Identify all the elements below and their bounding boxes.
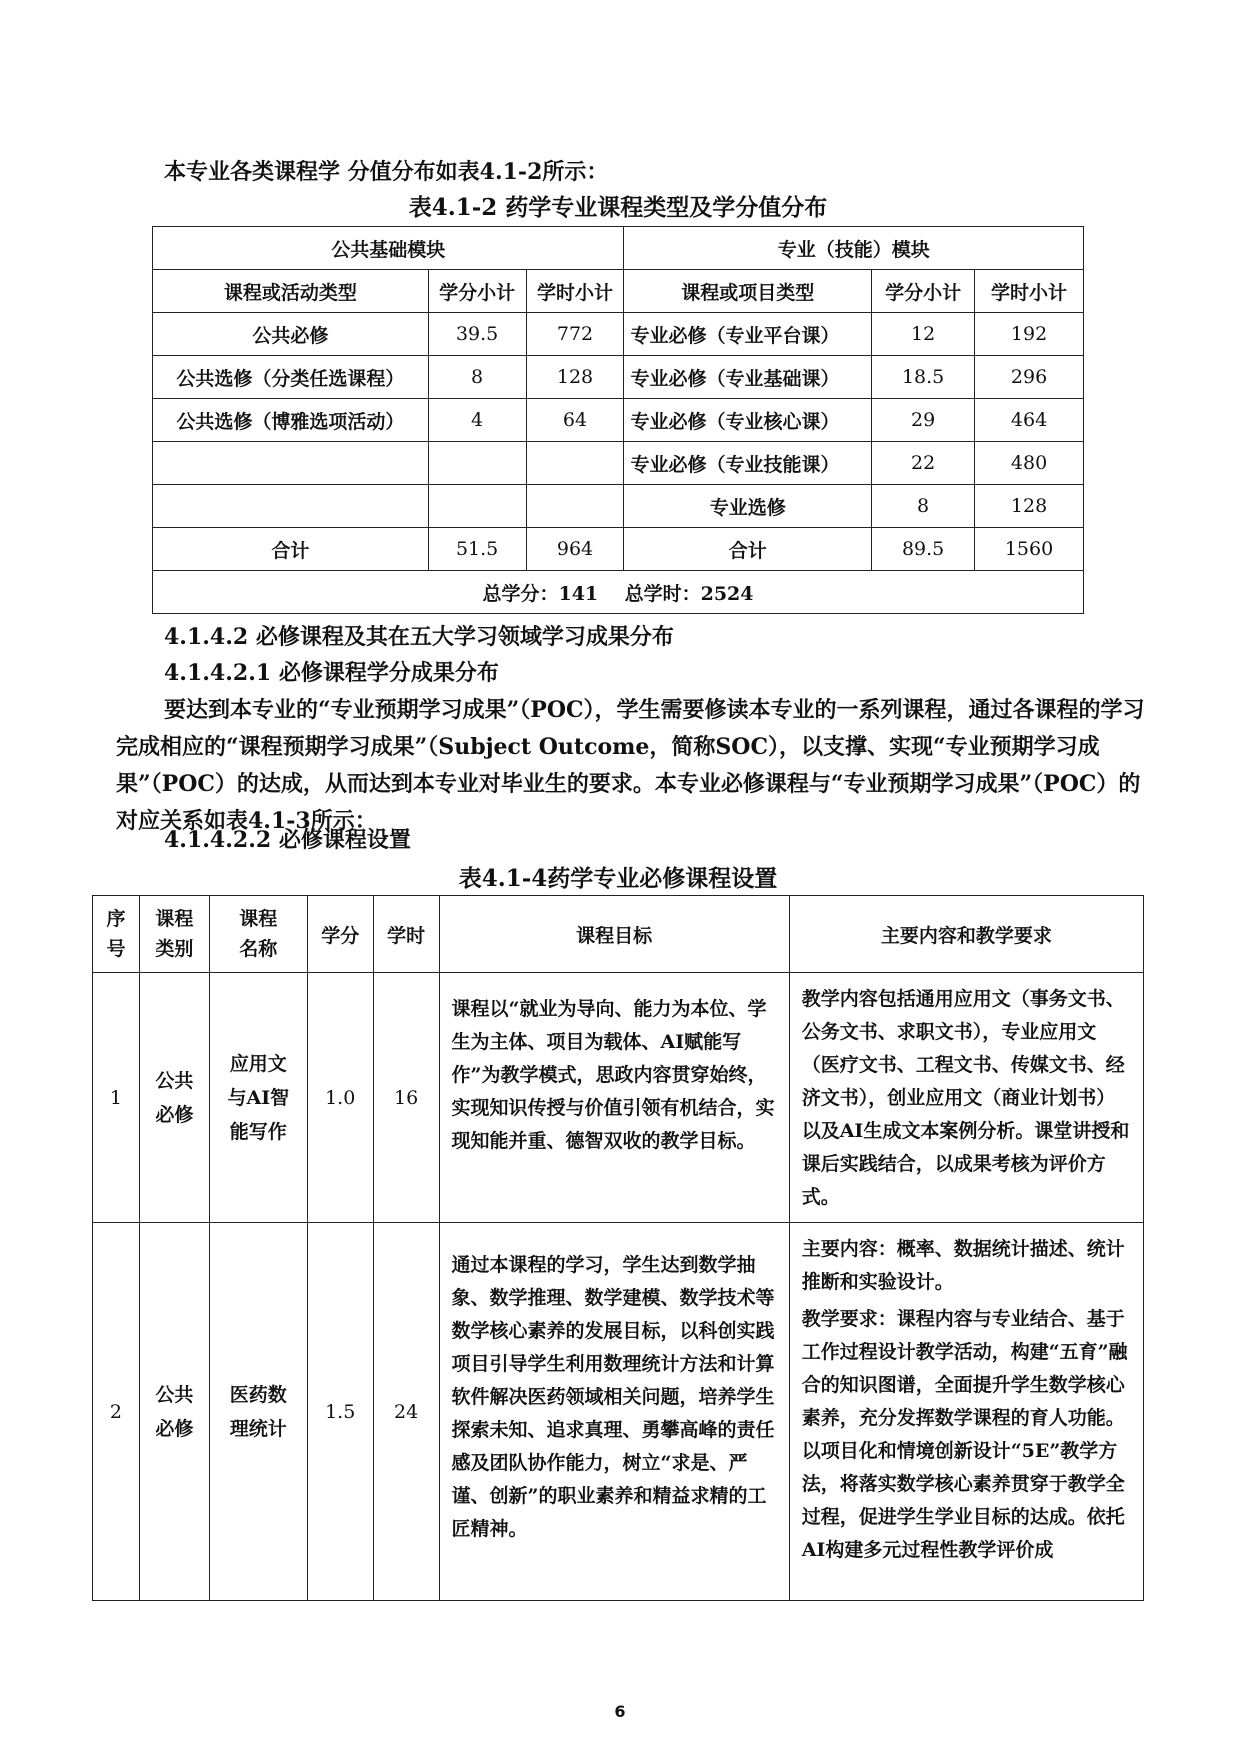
table-cell <box>428 442 526 485</box>
table-cell: 4 <box>428 399 526 442</box>
table-cell: 1 <box>93 973 140 1223</box>
table-row <box>93 1223 1144 1601</box>
table-row <box>153 399 1084 442</box>
table-cell: 22 <box>872 442 975 485</box>
table-cell: 964 <box>526 528 624 571</box>
table-cell <box>526 442 624 485</box>
table-cell: 公共必修 <box>153 313 429 356</box>
table-cell: 128 <box>975 485 1084 528</box>
page-number: 6 <box>614 1702 626 1721</box>
table-cell: 2 <box>93 1223 140 1601</box>
column-header: 学分 <box>307 896 373 973</box>
column-header: 课程名称 <box>209 896 307 973</box>
table-cell: 464 <box>975 399 1084 442</box>
table-cell: 192 <box>975 313 1084 356</box>
module-header-public: 公共基础模块 <box>153 227 624 270</box>
table-cell: 合计 <box>153 528 429 571</box>
required-course-table <box>92 895 1144 1601</box>
table-row <box>153 442 1084 485</box>
table-row <box>153 528 1084 571</box>
intro-text: 本专业各类课程学 分值分布如表4.1-2所示： <box>164 159 609 185</box>
table-cell: 16 <box>373 973 439 1223</box>
table-row <box>153 485 1084 528</box>
section-heading-4-1-4-2-2: 4.1.4.2.2 必修课程设置 <box>164 827 411 853</box>
table-cell: 1560 <box>975 528 1084 571</box>
column-header: 课程或活动类型 <box>153 270 429 313</box>
column-header: 序号 <box>93 896 140 973</box>
table-cell: 公共选修（博雅选项活动） <box>153 399 429 442</box>
total-row: 总学分：141 总学时：2524 <box>153 571 1084 614</box>
table-cell: 合计 <box>624 528 872 571</box>
column-header: 学时小计 <box>526 270 624 313</box>
column-header: 学时小计 <box>975 270 1084 313</box>
table-cell: 8 <box>872 485 975 528</box>
module-header-professional: 专业（技能）模块 <box>624 227 1084 270</box>
table-cell: 1.0 <box>307 973 373 1223</box>
table-cell: 64 <box>526 399 624 442</box>
section-heading-4-1-4-2-1: 4.1.4.2.1 必修课程学分成果分布 <box>164 660 499 686</box>
table-cell: 专业必修（专业平台课） <box>624 313 872 356</box>
table-cell: 医药数理统计 <box>209 1223 307 1601</box>
table-cell: 公共选修（分类任选课程） <box>153 356 429 399</box>
table2-caption: 表4.1-4药学专业必修课程设置 <box>458 865 778 892</box>
table-cell: 通过本课程的学习，学生达到数学抽象、数学推理、数学建模、数学技术等数学核心素养的发展目标，以科创实践项目引导学生利用数理统计方法和计算软件解决医药领域相关问题，培养学生探索未知、追求真理、勇攀高峰的责任感及团队协作能力，树立“求是、严谨、创新”的职业素养和精益求精的工匠精神。 <box>439 1223 789 1601</box>
table-cell: 772 <box>526 313 624 356</box>
table-cell <box>153 485 429 528</box>
table-cell <box>526 485 624 528</box>
table-cell: 89.5 <box>872 528 975 571</box>
table-cell: 主要内容：概率、数据统计描述、统计推断和实验设计。 教学要求：课程内容与专业结合、基于工作过程设计教学活动，构建“五育”融合的知识图谱，全面提升学生数学核心素养，充分发挥数学课程的育人功能。以项目化和情境创新设计“5E”教学方法，将落实数学核心素养贯穿于教学全过程，促进学生学业目标的达成。依托AI构建多元过程性教学评价成 <box>789 1223 1143 1601</box>
table-cell: 18.5 <box>872 356 975 399</box>
table-cell: 39.5 <box>428 313 526 356</box>
column-header: 学分小计 <box>428 270 526 313</box>
table-cell: 专业必修（专业技能课） <box>624 442 872 485</box>
table-cell: 128 <box>526 356 624 399</box>
body-paragraph: 要达到本专业的“专业预期学习成果”（POC），学生需要修读本专业的一系列课程，通过各课程的学习完成相应的“课程预期学习成果”（Subject Outcome，简称SOC），以支撑、实现“专业预期学习成果”（POC）的达成，从而达到本专业对毕业生的要求。本专业必修课程与“专业预期学习成果”（POC）的对应关系如表4.1-3所示： <box>116 697 1145 834</box>
table-cell: 公共必修 <box>139 973 209 1223</box>
table-cell: 12 <box>872 313 975 356</box>
table-cell: 24 <box>373 1223 439 1601</box>
table-cell: 公共必修 <box>139 1223 209 1601</box>
section-heading-4-1-4-2: 4.1.4.2 必修课程及其在五大学习领域学习成果分布 <box>164 624 674 650</box>
table-cell: 课程以“就业为导向、能力为本位、学生为主体、项目为载体、AI赋能写作”为教学模式，思政内容贯穿始终，实现知识传授与价值引领有机结合，实现知能并重、德智双收的教学目标。 <box>439 973 789 1223</box>
table-cell: 480 <box>975 442 1084 485</box>
table1-caption: 表4.1-2 药学专业课程类型及学分值分布 <box>408 194 828 221</box>
column-header: 课程类别 <box>139 896 209 973</box>
table-cell: 专业必修（专业核心课） <box>624 399 872 442</box>
table-cell: 29 <box>872 399 975 442</box>
column-header: 课程或项目类型 <box>624 270 872 313</box>
table-cell: 教学内容包括通用应用文（事务文书、公务文书、求职文书），专业应用文（医疗文书、工程文书、传媒文书、经济文书），创业应用文（商业计划书） 以及AI生成文本案例分析。课堂讲授和课后实践结合，以成果考核为评价方式。 <box>789 973 1143 1223</box>
column-header: 课程目标 <box>439 896 789 973</box>
table-cell: 8 <box>428 356 526 399</box>
table-cell: 应用文与AI智能写作 <box>209 973 307 1223</box>
table-cell: 296 <box>975 356 1084 399</box>
table-cell: 1.5 <box>307 1223 373 1601</box>
table-cell: 专业选修 <box>624 485 872 528</box>
course-type-credit-table <box>152 226 1084 614</box>
table-cell <box>153 442 429 485</box>
table-row <box>153 356 1084 399</box>
column-header: 主要内容和教学要求 <box>789 896 1143 973</box>
table-cell: 专业必修（专业基础课） <box>624 356 872 399</box>
column-header: 学分小计 <box>872 270 975 313</box>
table-cell: 51.5 <box>428 528 526 571</box>
table-row <box>93 973 1144 1223</box>
table-row <box>153 313 1084 356</box>
table-cell <box>428 485 526 528</box>
column-header: 学时 <box>373 896 439 973</box>
